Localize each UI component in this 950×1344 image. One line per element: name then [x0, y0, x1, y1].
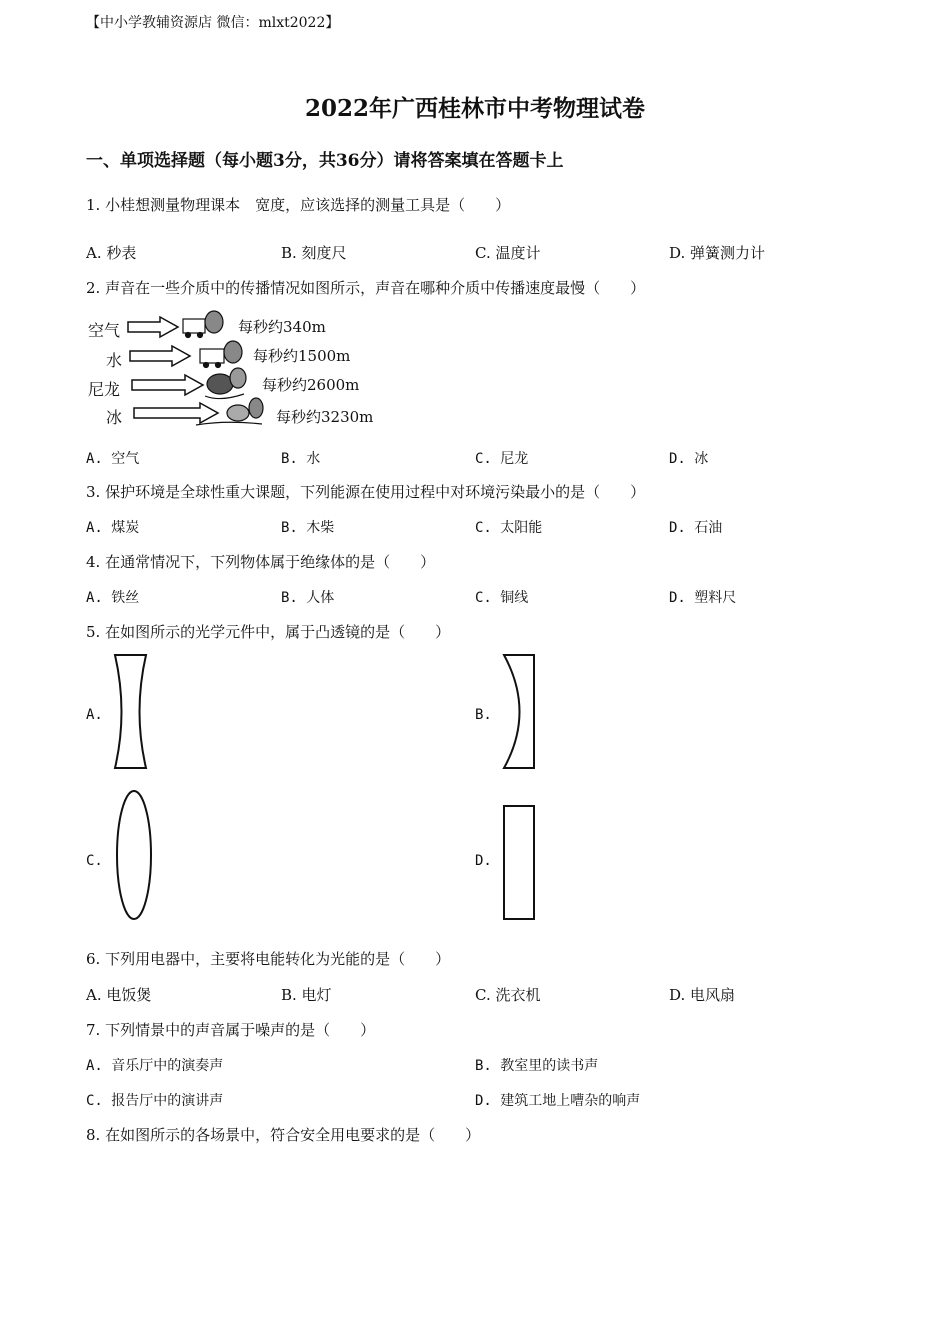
question-2-stem: 2. 声音在一些介质中的传播情况如图所示，声音在哪种介质中传播速度最慢（ ） [86, 279, 646, 297]
q4-option-c: C. 铜线 [475, 590, 529, 606]
concave-lens-shape [115, 655, 146, 768]
q3-option-a: A. 煤炭 [86, 520, 140, 536]
q2-option-c: C. 尼龙 [475, 451, 529, 467]
q7-option-b: B. 教室里的读书声 [475, 1058, 599, 1074]
q5-option-d: D. [475, 853, 492, 869]
question-6-stem: 6. 下列用电器中，主要将电能转化为光能的是（ ） [86, 950, 451, 968]
q7-option-d: D. 建筑工地上嘈杂的响声 [475, 1093, 641, 1109]
q6-option-b: B. 电灯 [281, 986, 332, 1004]
question-1-stem: 1. 小桂想测量物理课本 宽度，应该选择的测量工具是（ ） [86, 196, 511, 214]
medium-label: 空气 [88, 321, 121, 340]
convex-lens-shape [117, 791, 151, 919]
q1-option-d: D. 弹簧测力计 [669, 244, 766, 262]
flat-glass-shape [504, 806, 534, 919]
question-5-stem: 5. 在如图所示的光学元件中，属于凸透镜的是（ ） [86, 623, 451, 641]
medium-label: 尼龙 [88, 380, 121, 399]
q1-option-c: C. 温度计 [475, 244, 541, 262]
q5-option-a: A. [86, 707, 103, 723]
question-3-stem: 3. 保护环境是全球性重大课题，下列能源在使用过程中对环境污染最小的是（ ） [86, 483, 646, 501]
q6-option-a: A. 电饭煲 [86, 986, 152, 1004]
q3-option-b: B. 木柴 [281, 520, 335, 536]
q5-option-c: C. [86, 853, 103, 869]
q6-option-c: C. 洗衣机 [475, 986, 541, 1004]
question-8-stem: 8. 在如图所示的各场景中，符合安全用电要求的是（ ） [86, 1126, 481, 1144]
page-title: 2022年广西桂林市中考物理试卷 [304, 95, 645, 122]
q4-option-b: B. 人体 [281, 590, 335, 606]
medium-label: 冰 [106, 408, 123, 427]
meniscus-lens-shape [504, 655, 534, 768]
q4-option-a: A. 铁丝 [86, 590, 140, 606]
q3-option-d: D. 石油 [669, 520, 723, 536]
question-4-stem: 4. 在通常情况下，下列物体属于绝缘体的是（ ） [86, 553, 436, 571]
q2-option-b: B. 水 [281, 451, 321, 467]
q4-option-d: D. 塑料尺 [669, 590, 737, 606]
question-7-stem: 7. 下列情景中的声音属于噪声的是（ ） [86, 1021, 376, 1039]
speed-label: 每秒约1500m [253, 347, 351, 365]
q2-option-d: D. 冰 [669, 451, 709, 467]
q1-option-b: B. 刻度尺 [281, 244, 347, 262]
medium-label: 水 [106, 351, 123, 370]
section-heading: 一、单项选择题（每小题3分，共36分）请将答案填在答题卡上 [86, 151, 564, 171]
speed-label: 每秒约340m [238, 318, 326, 336]
q7-option-c: C. 报告厅中的演讲声 [86, 1093, 224, 1109]
q6-option-d: D. 电风扇 [669, 986, 736, 1004]
page-header: 【中小学教辅资源店 微信：mlxt2022】 [86, 15, 340, 31]
q7-option-a: A. 音乐厅中的演奏声 [86, 1058, 224, 1074]
speed-label: 每秒约2600m [262, 376, 360, 394]
q2-option-a: A. 空气 [86, 451, 140, 467]
q3-option-c: C. 太阳能 [475, 520, 543, 536]
q5-option-b: B. [475, 707, 492, 723]
q1-option-a: A. 秒表 [86, 244, 137, 262]
speed-label: 每秒约3230m [276, 408, 374, 426]
